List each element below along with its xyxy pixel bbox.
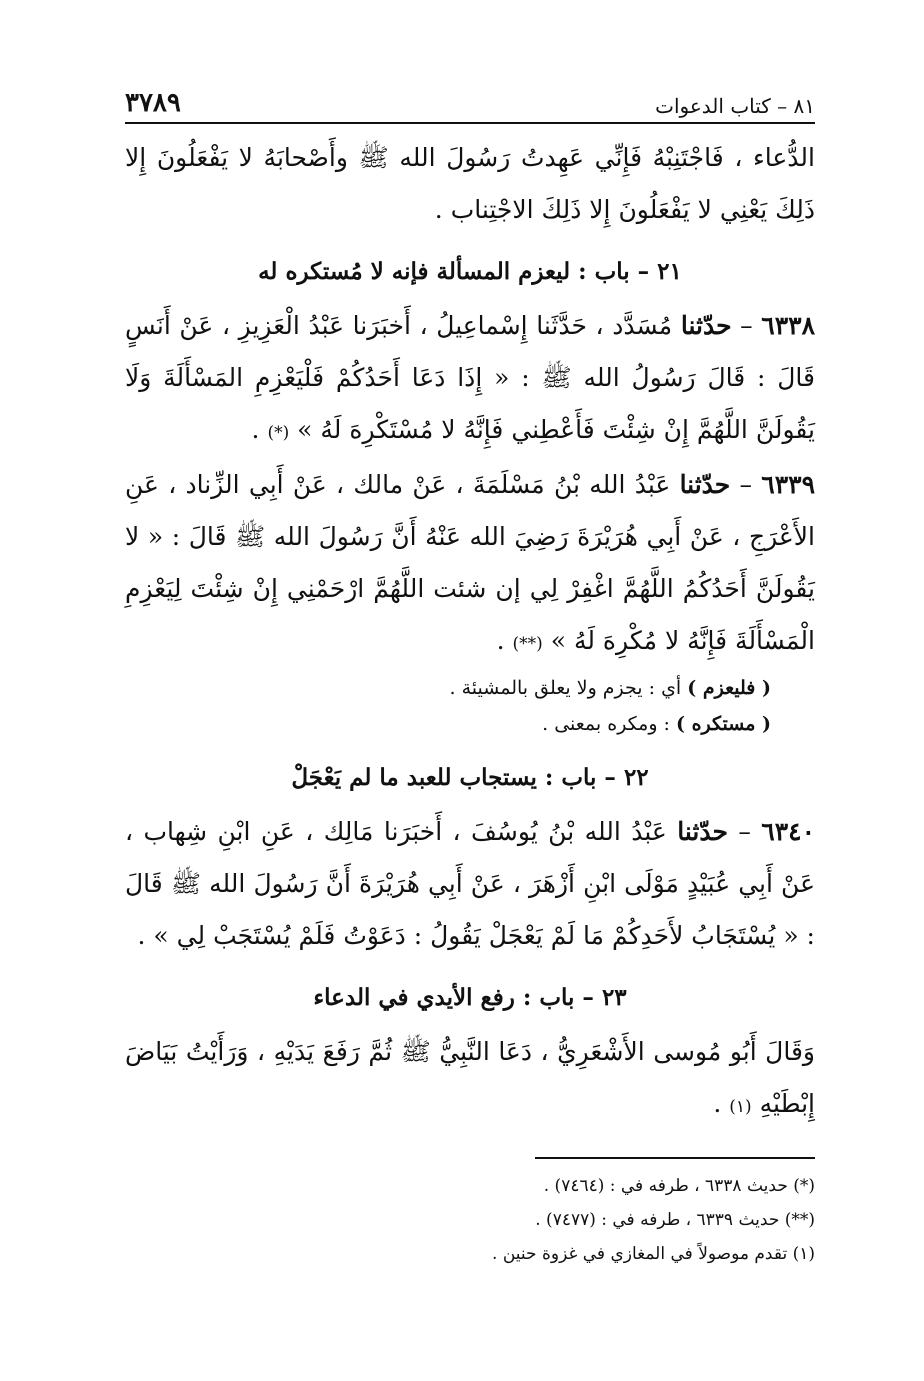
hadith-number: ٦٣٤٠	[761, 817, 815, 846]
hadith-end: .	[496, 626, 513, 655]
continuation-paragraph: الدُّعاء ، فَاجْتَنِبْهُ فَإِنِّي عَهِدتُ رَسُولَ الله ﷺ وأَصْحابَهُ لا يَفْعَلُونَ إِلا ذَلِكَ يَعْنِي لا يَفْعَلُونَ إِلا ذَلِكَ الاجْتِناب .	[125, 143, 815, 224]
footnote: (**) حديث ٦٣٣٩ ، طرفه في : (٧٤٧٧) .	[535, 1210, 815, 1230]
hadith-6338	[125, 300, 815, 459]
footnote: (١) تقدم موصولاً في المغازي في غزوة حنين .	[492, 1244, 815, 1264]
hadith-number: ٦٣٣٩	[761, 470, 816, 499]
chapter-heading-23: ٢٣ – باب : رفع الأيدي في الدعاء	[313, 984, 627, 1011]
dash: –	[731, 311, 762, 340]
haddathana-word: حدّثنا	[677, 817, 728, 846]
footnote-divider	[535, 1157, 815, 1159]
narration-text: وَقَالَ أَبُو مُوسى الأَشْعَرِيُّ ، دَعَا النَّبِيُّ ﷺ ثُمَّ رَفَعَ يَدَيْهِ ، وَرَأَيْتُ بَيَاضَ إِبْطَيْهِ	[125, 1037, 815, 1118]
chapter-23-text	[125, 1026, 815, 1133]
chapter-title: ٨١ – كتاب الدعوات	[655, 94, 815, 118]
hadith-6339	[125, 459, 815, 670]
gloss-line	[125, 706, 815, 742]
hadith-6340	[125, 806, 815, 962]
book-page	[125, 78, 815, 1271]
haddathana-word: حدّثنا	[680, 311, 732, 340]
dash: –	[730, 470, 762, 499]
hadith-text: مُسَدَّد ، حَدَّثَنا إِسْماعِيلُ ، أَخبَرَنا عَبْدُ الْعَزِيزِ ، عَنْ أَنَسٍ قَالَ : قَالَ رَسُولُ الله ﷺ : « إِذَا دَعَا أَحَدُكُمْ فَلْيَعْزِمِ المَسْأَلَةَ وَلَا يَقُولَنَّ اللَّهُمَّ إِنْ شِئْتَ فَأَعْطِني فَإِنَّهُ لا مُسْتَكْرِهَ لَهُ »	[125, 311, 815, 444]
page-header	[125, 78, 815, 124]
chapter-heading-21: ٢١ – باب : ليعزم المسألة فإنه لا مُستكره له	[258, 258, 682, 285]
hadith-end: .	[251, 415, 268, 444]
page-number: ٣٧٨٩	[125, 88, 181, 118]
gloss-text: أي : يجزم ولا يعلق بالمشيئة .	[449, 677, 688, 699]
haddathana-word: حدّثنا	[679, 470, 731, 499]
footnote-marker: (*)	[267, 423, 290, 443]
hadith-text: عَبْدُ الله بْنُ يُوسُفَ ، أَخبَرَنا مَالِك ، عَنِ ابْنِ شِهاب ، عَنْ أَبِي عُبَيْدٍ مَوْلَى ابْنِ أَزْهَرَ ، عَنْ أَبِي هُرَيْرَةَ أَنَّ رَسُولَ الله ﷺ قَالَ : « يُسْتَجَابُ لأَحَدِكُمْ مَا لَمْ يَعْجَلْ يَقُولُ : دَعَوْتُ فَلَمْ يُسْتَجَبْ لِي » .	[125, 817, 815, 950]
footnote-marker: (١)	[729, 1097, 752, 1117]
narration-end: .	[713, 1089, 730, 1118]
gloss-term: ( مستكره )	[676, 713, 771, 735]
gloss-term: ( فليعزم )	[687, 677, 771, 699]
footnote: (*) حديث ٦٣٣٨ ، طرفه في : (٧٤٦٤) .	[543, 1176, 815, 1196]
hadith-number: ٦٣٣٨	[761, 311, 815, 340]
footnotes	[125, 1169, 815, 1271]
dash: –	[727, 817, 762, 846]
hadith-text: عَبْدُ الله بْنُ مَسْلَمَةَ ، عَنْ مالك ، عَنْ أَبِي الزِّناد ، عَنِ الأَعْرَجِ ، عَنْ أَبِي هُرَيْرَةَ رَضِيَ الله عَنْهُ أَنَّ رَسُولَ الله ﷺ قَالَ : « لا يَقُولَنَّ أَحَدُكُمُ اللَّهُمَّ اغْفِرْ لِي إن شئت اللَّهُمَّ ارْحَمْنِي إِنْ شِئْتَ لِيَعْزِمِ الْمَسْأَلَةَ فَإِنَّهُ لا مُكْرِهَ لَهُ »	[125, 470, 815, 655]
chapter-heading-22: ٢٢ – باب : يستجاب للعبد ما لم يَعْجَلْ	[291, 764, 649, 791]
gloss-text: : ومكره بمعنى .	[542, 713, 676, 735]
footnote-marker: (**)	[512, 634, 543, 654]
gloss-line	[125, 670, 815, 706]
